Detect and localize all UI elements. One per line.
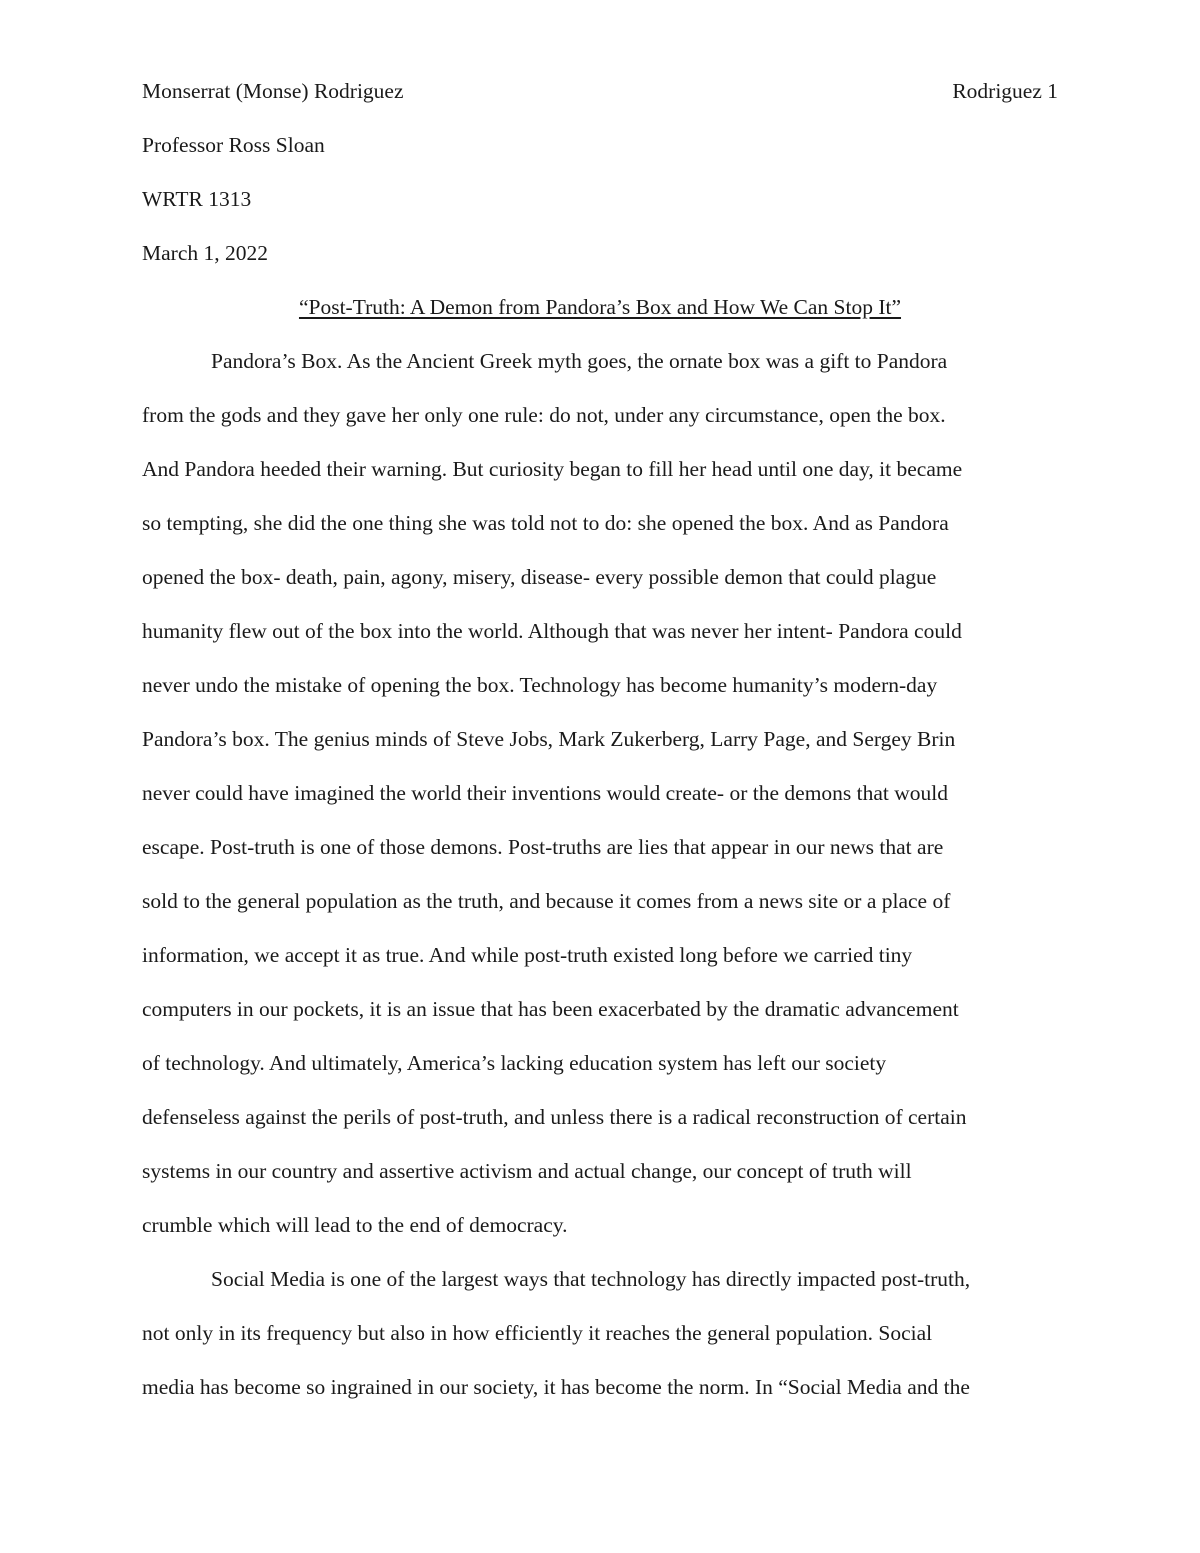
paragraph-line: media has become so ingrained in our society, it has become the norm. In “Social Media and the <box>142 1375 970 1399</box>
paragraph-2 <box>142 1252 1058 1414</box>
paragraph-line: so tempting, she did the one thing she was told not to do: she opened the box. And as Pandora <box>142 511 949 535</box>
paragraph-line: escape. Post-truth is one of those demons. Post-truths are lies that appear in our news that are <box>142 835 944 859</box>
paragraph-line: information, we accept it as true. And while post-truth existed long before we carried tiny <box>142 943 913 967</box>
paragraph-line: Social Media is one of the largest ways that technology has directly impacted post-truth, <box>211 1267 971 1291</box>
paragraph-line: And Pandora heeded their warning. But curiosity began to fill her head until one day, it became <box>142 457 963 481</box>
course-code: WRTR 1313 <box>142 187 252 211</box>
paragraph-line: Pandora’s Box. As the Ancient Greek myth goes, the ornate box was a gift to Pandora <box>211 349 948 373</box>
paragraph-line: never undo the mistake of opening the box. Technology has become humanity’s modern-day <box>142 673 938 697</box>
professor-name: Professor Ross Sloan <box>142 133 325 157</box>
running-page-header: Rodriguez 1 <box>952 79 1058 103</box>
paragraph-1 <box>142 334 1058 1252</box>
paragraph-line: sold to the general population as the truth, and because it comes from a news site or a place of <box>142 889 951 913</box>
paragraph-line: computers in our pockets, it is an issue that has been exacerbated by the dramatic advancement <box>142 997 959 1021</box>
author-name: Monserrat (Monse) Rodriguez <box>142 79 404 103</box>
paragraph-line: of technology. And ultimately, America’s lacking education system has left our society <box>142 1051 887 1075</box>
essay-body <box>142 64 1058 1414</box>
paragraph-line: from the gods and they gave her only one rule: do not, under any circumstance, open the box. <box>142 403 946 427</box>
paragraph-line: crumble which will lead to the end of democracy. <box>142 1213 568 1237</box>
paragraph-line: never could have imagined the world their inventions would create- or the demons that would <box>142 781 949 805</box>
paragraph-line: not only in its frequency but also in how efficiently it reaches the general population. Social <box>142 1321 933 1345</box>
paragraph-line: systems in our country and assertive activism and actual change, our concept of truth will <box>142 1159 912 1183</box>
paragraph-line: humanity flew out of the box into the world. Although that was never her intent- Pandora could <box>142 619 962 643</box>
paragraph-line: Pandora’s box. The genius minds of Steve Jobs, Mark Zukerberg, Larry Page, and Sergey Brin <box>142 727 956 751</box>
author-header-line <box>142 64 1058 118</box>
paragraph-line: defenseless against the perils of post-truth, and unless there is a radical reconstruction of certain <box>142 1105 967 1129</box>
essay-date: March 1, 2022 <box>142 241 268 265</box>
essay-title: “Post-Truth: A Demon from Pandora’s Box and How We Can Stop It” <box>298 295 902 319</box>
paragraph-line: opened the box- death, pain, agony, misery, disease- every possible demon that could plague <box>142 565 937 589</box>
